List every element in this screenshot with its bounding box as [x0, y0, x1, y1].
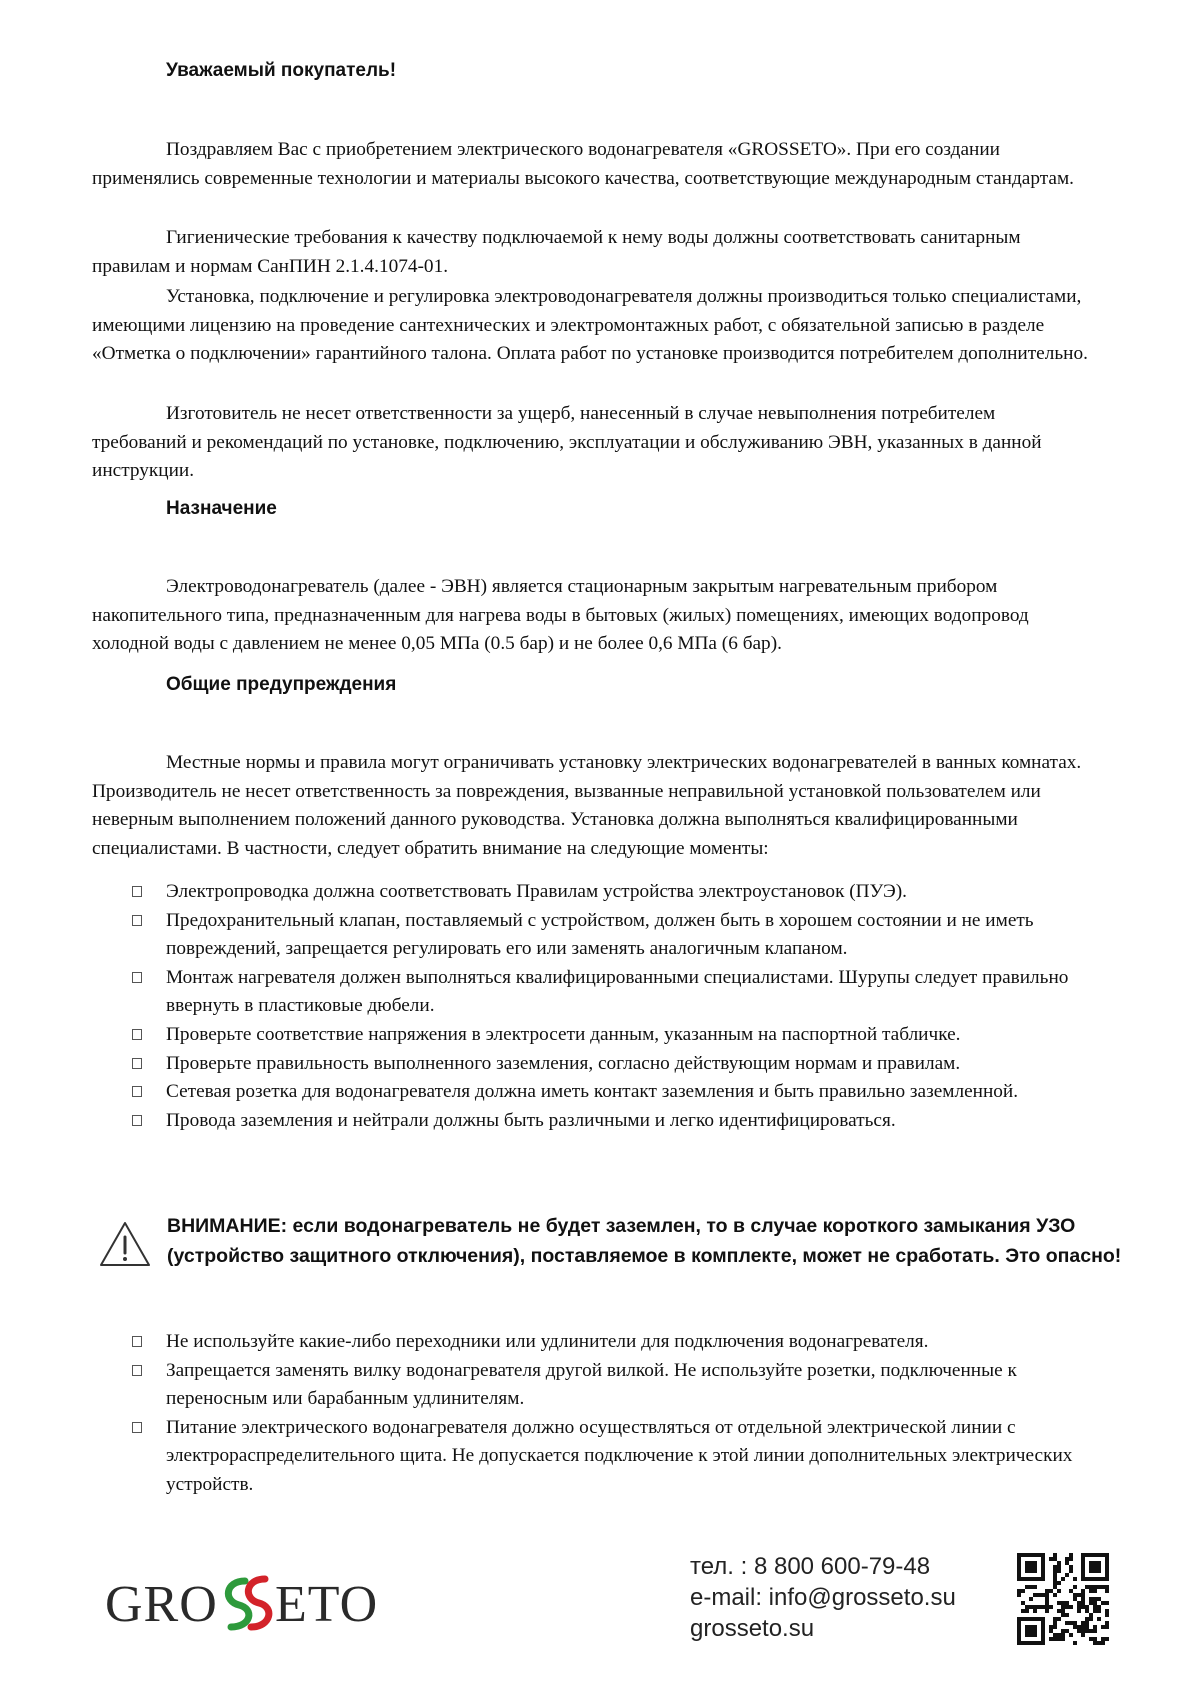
checkbox-bullet-icon	[132, 972, 142, 983]
purpose-paragraph: Электроводонагреватель (далее - ЭВН) является стационарным закрытым нагревательным прибором накопительного типа, предназначенным для нагрева воды в бытовых (жилых) помещениях, имеющих водопровод холодной воды с давлением не менее 0,05 МПа (0.5 бар) и не более 0,6 МПа (6 бар).	[92, 576, 1029, 655]
list-item: Предохранительный клапан, поставляемый с устройством, должен быть в хорошем состоянии и не иметь повреждений, запрещается регулировать его или заменять аналогичным клапаном.	[92, 907, 1102, 964]
extra-warnings-list	[92, 1328, 1102, 1500]
list-item: Электропроводка должна соответствовать Правилам устройства электроустановок (ПУЭ).	[92, 878, 1102, 907]
svg-text:ETO: ETO	[275, 1576, 379, 1631]
list-item: Проверьте соответствие напряжения в электросети данным, указанным на паспортной табличке.	[92, 1021, 1102, 1050]
checkbox-bullet-icon	[132, 886, 142, 897]
email-link[interactable]: e-mail: info@grosseto.su	[690, 1584, 956, 1611]
checkbox-bullet-icon	[132, 1365, 142, 1376]
checkbox-bullet-icon	[132, 1422, 142, 1433]
list-item: Сетевая розетка для водонагревателя должна иметь контакт заземления и быть правильно заземленной.	[92, 1078, 1102, 1107]
grosseto-logo	[105, 1571, 390, 1631]
warnings-heading: Общие предупреждения	[166, 674, 397, 695]
list-item: Провода заземления и нейтрали должны быть различными и легко идентифицироваться.	[92, 1107, 1102, 1136]
warning-triangle-icon	[98, 1220, 152, 1268]
qr-code-icon	[1017, 1553, 1109, 1645]
checkbox-bullet-icon	[132, 1115, 142, 1126]
checkbox-bullet-icon	[132, 1086, 142, 1097]
checkbox-bullet-icon	[132, 1336, 142, 1347]
list-item: Не используйте какие-либо переходники или удлинители для подключения водонагревателя.	[92, 1328, 1102, 1357]
list-item: Монтаж нагревателя должен выполняться квалифицированными специалистами. Шурупы следует правильно ввернуть в пластиковые дюбели.	[92, 964, 1102, 1021]
purpose-heading: Назначение	[166, 498, 277, 519]
svg-text:GRO: GRO	[105, 1576, 218, 1631]
contact-block	[690, 1551, 956, 1644]
warnings-list	[92, 878, 1102, 1135]
checkbox-bullet-icon	[132, 915, 142, 926]
list-item: Питание электрического водонагревателя должно осуществляться от отдельной электрической линии с электрораспределительного щита. Не допускается подключение к этой линии дополнительных электрических устройств.	[92, 1414, 1102, 1500]
greeting-heading: Уважаемый покупатель!	[166, 60, 397, 81]
checkbox-bullet-icon	[132, 1058, 142, 1069]
list-item: Проверьте правильность выполненного заземления, согласно действующим нормам и правилам.	[92, 1050, 1102, 1079]
intro-paragraph-1: Поздравляем Вас с приобретением электрического водонагревателя «GROSSETO». При его создании применялись современные технологии и материалы высокого качества, соответствующие международным стандартам.	[92, 139, 1074, 189]
intro-paragraph-3: Установка, подключение и регулировка электроводонагревателя должны производиться только специалистами, имеющими лицензию на проведение сантехнических и электромонтажных работ, с обязательной записью в разделе «Отметка о подключении» гарантийного талона. Оплата работ по установке производится потребителем дополнительно.	[92, 286, 1088, 365]
warnings-intro-paragraph: Местные нормы и правила могут ограничивать установку электрических водонагревателей в ванных комнатах. Производитель не несет ответственность за повреждения, вызванные неправильной установкой пользователем или неверным выполнением положений данного руководства. Установка должна выполняться квалифицированными специалистами. В частности, следует обратить внимание на следующие моменты:	[92, 752, 1082, 860]
list-item: Запрещается заменять вилку водонагревателя другой вилкой. Не используйте розетки, подключенные к переносным или барабанным удлинителям.	[92, 1357, 1102, 1414]
intro-paragraph-2: Гигиенические требования к качеству подключаемой к нему воды должны соответствовать санитарным правилам и нормам СанПИН 2.1.4.1074-01.	[92, 227, 1021, 277]
intro-paragraph-4: Изготовитель не несет ответственности за ущерб, нанесенный в случае невыполнения потребителем требований и рекомендаций по установке, подключению, эксплуатации и обслуживанию ЭВН, указанных в данной инструкции.	[92, 403, 1042, 482]
checkbox-bullet-icon	[132, 1029, 142, 1040]
attention-notice: ВНИМАНИЕ: если водонагреватель не будет заземлен, то в случае короткого замыкания УЗО (устройство защитного отключения), поставляемое в комплекте, может не сработать. Это опасно!	[167, 1215, 1122, 1267]
phone-text: тел. : 8 800 600-79-48	[690, 1553, 931, 1580]
website-link[interactable]: grosseto.su	[690, 1615, 815, 1642]
